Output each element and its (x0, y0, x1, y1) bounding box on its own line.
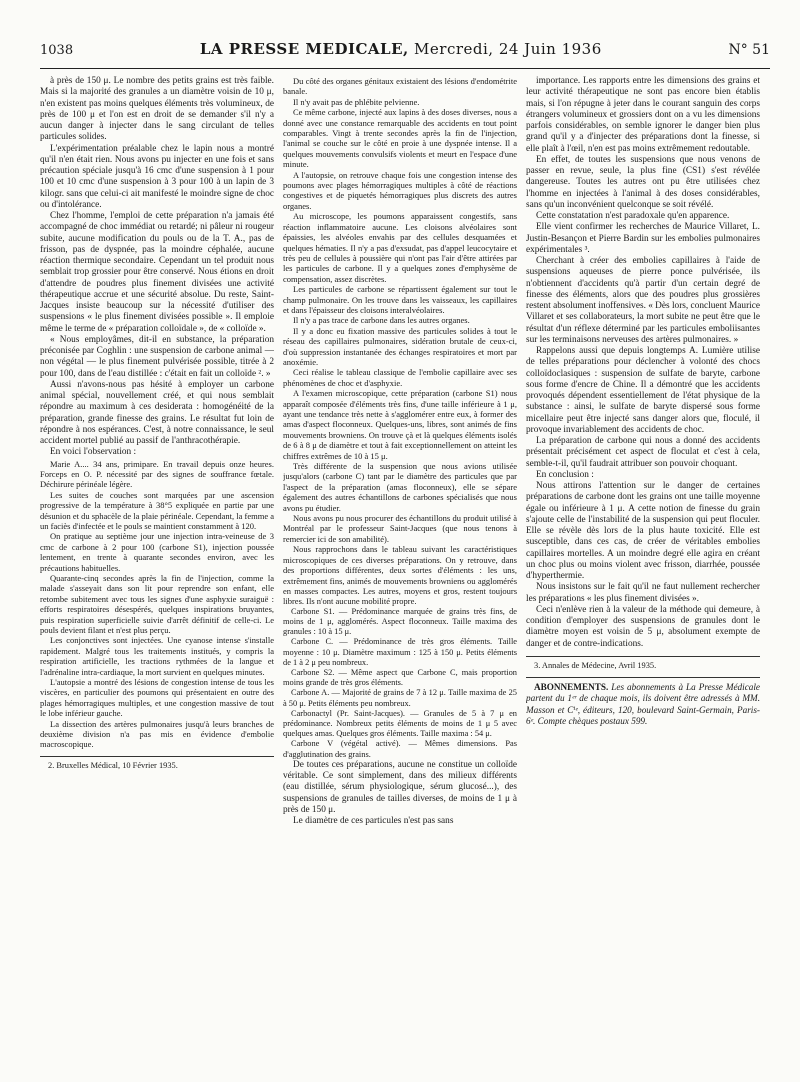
case-report-paragraph: Nous avons pu nous procurer des échantillons du produit utilisé à Montréal par le professeur Saint-Jacques (que nous tenons à remercier ici de son amabilité). (283, 513, 517, 544)
subscription-text: Les abonnements à La Presse Médicale partent du 1ᵉʳ de chaque mois, ils doivent être adressés à MM. Masson et Cⁱᵉ, éditeurs, 120, boulevard Saint-Germain, Paris-6ᵉ. Compte chèques postaux 599. (526, 681, 760, 727)
case-report-paragraph: Il n'y a pas trace de carbone dans les autres organes. (293, 315, 470, 326)
case-report-paragraph: L'autopsie a montré des lésions de congestion intense de tous les viscères, en particulier des poumons qui présentaient en outre des plages hémorragiques multiples, et une congestion massive de tout le lobe inférieur gauche. (40, 677, 274, 719)
case-report-paragraph: Quarante-cinq secondes après la fin de l'injection, comme la malade s'asseyait dans son lit pour reprendre son enfant, elle retombe subitement avec tous les signes d'une asphyxie suraiguë : efforts respiratoires désespérés, quelques inspirations bruyantes, puis respiration superficielle suivie d'arrêt définitif de celle-ci. Le pouls devient filant et n'est plus perçu. (40, 572, 274, 635)
footnote: 2. Bruxelles Médical, 10 Février 1935. (48, 760, 178, 770)
paragraph: Nous attirons l'attention sur le danger de certaines préparations de carbone dont les grains ont une taille moyenne égale ou inférieure à 1 μ. A cette notion de finesse du grain s'ajoute celle de l'instabilité de la suspension qui peut floculer. Elle se révèle dès lors de la plus haute toxicité. Elle est susceptible, dans ces cas, de créer de véritables embolies capillaires mortelles. A un moindre degré elle agira en créant un choc plus ou moins violent avec frisson, diarrhée, poussée d'hyperthermie. (526, 481, 760, 581)
case-report-paragraph: Ceci réalise le tableau classique de l'embolie capillaire avec ses phénomènes de choc et d'asphyxie. (283, 367, 517, 388)
column-middle (283, 76, 517, 1066)
paragraph: Cherchant à créer des embolies capillaires à l'aide de suspensions aqueuses de pierre ponce pulvérisée, ils n'obtiennent d'accidents qu'à partir d'un certain degré de finesse des éléments, alors que des poudres plus grossières restent absolument inoffensives. « Dès lors, concluent Maurice Villaret et ses collaborateurs, la mort subite ne peut être que le résultat d'un réflexe déterminé par les particules emboliisantes sur les terminaisons nerveuses des artères pulmonaires. » (526, 256, 760, 345)
paragraph: L'expérimentation préalable chez le lapin nous a montré qu'il n'en était rien. Nous avons pu injecter en une fois et sans précaution spéciale jusqu'à 16 cmc d'une suspension à 1 pour 100 et 10 cmc d'une suspension à 3 pour 100 à un lapin de 3 kilogr. sans que celui-ci ait manifesté le moindre signe de choc ou d'intolérance. (40, 143, 274, 210)
paragraph: En effet, de toutes les suspensions que nous venons de passer en revue, seule, la plus fine (CS1) s'est révélée dangereuse. Toutes les autres ont pu être utilisées chez l'homme en injectées à l'animal à des doses considérables, sans qu'un inconvénient quelconque se soit révélé. (526, 154, 760, 210)
column-right (526, 76, 760, 1066)
paragraph: « Nous employâmes, dit-il en substance, la préparation préconisée par Coghlin : une suspension de carbone animal — non végétal — le plus finement pulvérisée possible, titrée à 2 pour 100, dans de l'eau distillée : c'était en fait un colloïde ². » (40, 334, 274, 379)
subscription-notice (526, 682, 760, 728)
case-report-paragraph: A l'examen microscopique, cette préparation (carbone S1) nous apparaît composée d'éléments très fins, d'une taille inférieure à 1 μ, ayant une tendance très nette à s'agglomérer entre eux, à former des amas d'aspect floconneux. Quelques-uns, libres, sont animés de fins mouvements browniens. On trouve çà et là quelques éléments isolés de 6 à 8 μ de diamètre et tout à fait exceptionnellement on atteint les chiffres extrêmes de 10 à 15 μ. (283, 388, 517, 461)
paragraph: Ceci n'enlève rien à la valeur de la méthode qui demeure, à condition d'employer des suspensions de granules dont le diamètre moyen est voisin de 5 μ, absolument exempte de danger et de contre-indications. (526, 604, 760, 649)
carbone-definition: Carbone V (végétal activé). — Mêmes dimensions. Pas d'agglutination des grains. (283, 739, 517, 759)
paragraph: La préparation de carbone qui nous a donné des accidents présentait précisément cet aspect de floculat et c'est à cela, semble-t-il, qu'il faudrait attribuer son pouvoir choquant. (526, 436, 760, 469)
carbone-definition: Carbone S1. — Prédominance marquée de grains très fins, de moins de 1 μ, agglomérés. Aspect floconneux. Taille maxima des granules : 10 à 15 μ. (283, 606, 517, 637)
footnote: 3. Annales de Médecine, Avril 1935. (534, 660, 657, 670)
case-report-paragraph: Il y a donc eu fixation massive des particules solides à tout le réseau des capillaires pulmonaires, sidération brutale de ceux-ci, d'où suppression instantanée des échanges respiratoires et mort par anoxémie. (283, 325, 517, 367)
page-number: 1038 (40, 43, 74, 58)
journal-name: LA PRESSE MEDICALE, (199, 40, 409, 58)
paragraph: importance. Les rapports entre les dimensions des grains et leur activité thérapeutique ne sont pas encore bien établis mais, si l'on répugne à jeter dans le courant sanguin des corps étrangers volumineux et grossiers dont on a vu les dimensions parfois considérables, on semble ignorer le danger bien plus grand qu'il y a d'injecter des préparations dont la finesse, si elle plaît à l'œil, n'en est pas moins extrêmement redoutable. (526, 76, 760, 154)
paragraph: Nous insistons sur le fait qu'il ne faut nullement rechercher les préparations « les plus finement divisées ». (526, 582, 760, 604)
carbone-definition: Carbone C. — Prédominance de très gros éléments. Taille moyenne : 10 μ. Diamètre maximum : 125 à 150 μ. Petits éléments de 1 à 2 μ peu nombreux. (283, 637, 517, 667)
case-report-paragraph: Ce même carbone, injecté aux lapins à des doses diverses, nous a donné avec une constance remarquable des accidents en tout point comparables. Vingt à trente secondes après la fin de l'injection, l'animal se couche sur le côté en proie à une dyspnée intense. Il a quelques mouvements convulsifs violents et meurt en l'espace d'une minute. (283, 107, 517, 170)
case-report-paragraph: On pratique au septième jour une injection intra-veineuse de 3 cmc de carbone à 2 pour 100 (carbone S1), injection poussée lentement, en trente à quarante secondes environ, avec les précautions habituelles. (40, 531, 274, 573)
paragraph: Le diamètre de ces particules n'est pas sans (293, 816, 454, 827)
carbone-definition: Carbonactyl (Pr. Saint-Jacques). — Granules de 5 à 7 μ en prédominance. Nombreux petits éléments de moins de 1 μ 5 avec quelques amas. Quelques gros éléments. Taille maxima : 54 μ. (283, 708, 517, 739)
carbone-definition: Carbone S2. — Même aspect que Carbone C, mais proportion moins grande de très gros éléments. (283, 667, 517, 688)
running-title (200, 40, 602, 58)
case-report-paragraph: Les conjonctives sont injectées. Une cyanose intense s'installe rapidement. Malgré tous les traitements institués, y compris la respiration artificielle, les tractions rythmées de la langue et l'adrénaline intra-cardiaque, la mort survient en quelques minutes. (40, 635, 274, 677)
paragraph: Aussi n'avons-nous pas hésité à employer un carbone animal spécial, nouvellement créé, et qui nous semblait répondre au maximum à ces desiderata : homogénéité de la préparation, grande finesse des grains. Le résultat fut loin de répondre à nos espérances. C'est, à notre connaissance, le seul accident mortel publié au passif de l'anthracothérapie. (40, 379, 274, 446)
paragraph: Elle vient confirmer les recherches de Maurice Villaret, L. Justin-Besançon et Pierre Bardin sur les embolies pulmonaires expérimentales ³. (526, 222, 760, 255)
paragraph: En voici l'observation : (50, 447, 137, 458)
paragraph: Chez l'homme, l'emploi de cette préparation n'a jamais été accompagné de choc immédiat ou retardé; ni pâleur ni rougeur subite, aucune modification du pouls ou de la T. A., pas de frisson, pas de dyspnée, pas la moindre céphalée, aucune réaction thermique secondaire. Cependant un tel produit nous semblait trop grossier pour être conservé. Nous étions en droit d'attendre de poudres plus finement divisées une activité thérapeutique accrue et une sécurité absolue. Du reste, Saint-Jacques insiste beaucoup sur la nécessité d'utiliser des suspensions « le plus finement divisées possible ». Il emploie même le terme de « préparation colloïdale », de « colloïde ». (40, 211, 274, 334)
case-report-paragraph: Du côté des organes génitaux existaient des lésions d'endométrite banale. (283, 76, 517, 97)
section-divider (526, 677, 760, 678)
paragraph: à près de 150 μ. Le nombre des petits grains est très faible. Mais si la majorité des granules a un diamètre voisin de 10 μ, n'en existent pas moins quelques éléments très volumineux, de près de 100 μ et l'on est en droit de se demander s'il n'y a aucun danger à injecter dans le sang circulant de telles particules solides. (40, 76, 274, 143)
paragraph: De toutes ces préparations, aucune ne constitue un colloïde véritable. Ce sont simplement, dans des milieux différents (eau distillée, sérum physiologique, sérum glucosé...), des suspensions de granules de tailles diverses, de moins de 1 μ à près de 150 μ. (283, 759, 517, 815)
case-report-paragraph: La dissection des artères pulmonaires jusqu'à leurs branches de deuxième division n'a pas mis en évidence d'embolie macroscopique. (40, 718, 274, 750)
case-report-paragraph: Les particules de carbone se répartissent également sur tout le champ pulmonaire. On les trouve dans les vaisseaux, les capillaires et dans l'épaisseur des cloisons interalvéolaires. (283, 284, 517, 315)
column-left (40, 76, 274, 1066)
case-report-paragraph: Les suites de couches sont marquées par une ascension progressive de la température à 38°5 expliquée en partie par une désunion et du sphacèle de la plaie périnéale. Cependant, la femme a un faciès d'infectée et le pouls se maintient constamment à 120. (40, 489, 274, 531)
case-report-paragraph: Très différente de la suspension que nous avions utilisée jusqu'alors (carbone C) tant par le diamètre des particules que par l'aspect de la préparation (amas floconneux), elle se sépare également des autres échantillons de carbones spécialisés que nous avons pu étudier. (283, 461, 517, 513)
paragraph: Cette constatation n'est paradoxale qu'en apparence. (536, 211, 730, 221)
page-header (40, 40, 770, 69)
carbone-definition: Carbone A. — Majorité de grains de 7 à 12 μ. Taille maxima de 25 à 50 μ. Petits éléments peu nombreux. (283, 688, 517, 708)
case-report-paragraph: Il n'y avait pas de phlébite pelvienne. (293, 96, 420, 107)
issue-date: Mercredi, 24 Juin 1936 (414, 40, 602, 58)
issue-number: N° 51 (728, 42, 770, 58)
subscription-label: ABONNEMENTS. (534, 681, 609, 692)
case-report-paragraph: A l'autopsie, on retrouve chaque fois une congestion intense des poumons avec plages hémorragiques multiples à côté de réactions congestives et de piquetés hémorragiques plus discrets des autres organes. (283, 169, 517, 211)
case-report-paragraph: Au microscope, les poumons apparaissent congestifs, sans réaction inflammatoire aucune. Les cloisons alvéolaires sont épaissies, les alvéoles envahis par des cellules desquamées et quelques hématies. Il n'y a pas d'exsudat, pas d'appel leucocytaire et très peu de cellules à poussière qui n'ont pas l'air d'être attirées par les particules de carbone. Il y a quelques zones d'emphysème de compensation, assez discrètes. (283, 211, 517, 284)
footnote-divider (40, 756, 274, 757)
paragraph: Rappelons aussi que depuis longtemps A. Lumière utilise de telles préparations pour déclencher à volonté des chocs colloïdoclasiques : suspension de sulfate de baryte, carbone sous forme d'encre de Chine. Il a démontré que les accidents provoqués dépendent essentiellement de l'état physique de la substance : ainsi, le sulfate de baryte dispersé sous forme micellaire peut être injecté sans danger alors que, floculé, il provoque invariablement des accidents de choc. (526, 346, 760, 435)
footnote-divider (526, 656, 760, 657)
paragraph: En conclusion : (536, 469, 594, 480)
case-report-paragraph: Marie A.... 34 ans, primipare. En travail depuis onze heures. Forceps en O. P. nécessité par des signes de souffrance fœtale. Déchirure périnéale légère. (40, 458, 274, 490)
case-report-paragraph: Nous rapprochons dans le tableau suivant les caractéristiques microscopiques de ces diverses préparations. On y retrouve, dans des proportions différentes, deux sortes d'éléments : les uns, extrêmement fins, animés de mouvements browniens ou agglomérés en masses compactes. Les autres, moyens et gros, restent toujours libres. Ils n'ont aucune mobilité propre. (283, 544, 517, 607)
